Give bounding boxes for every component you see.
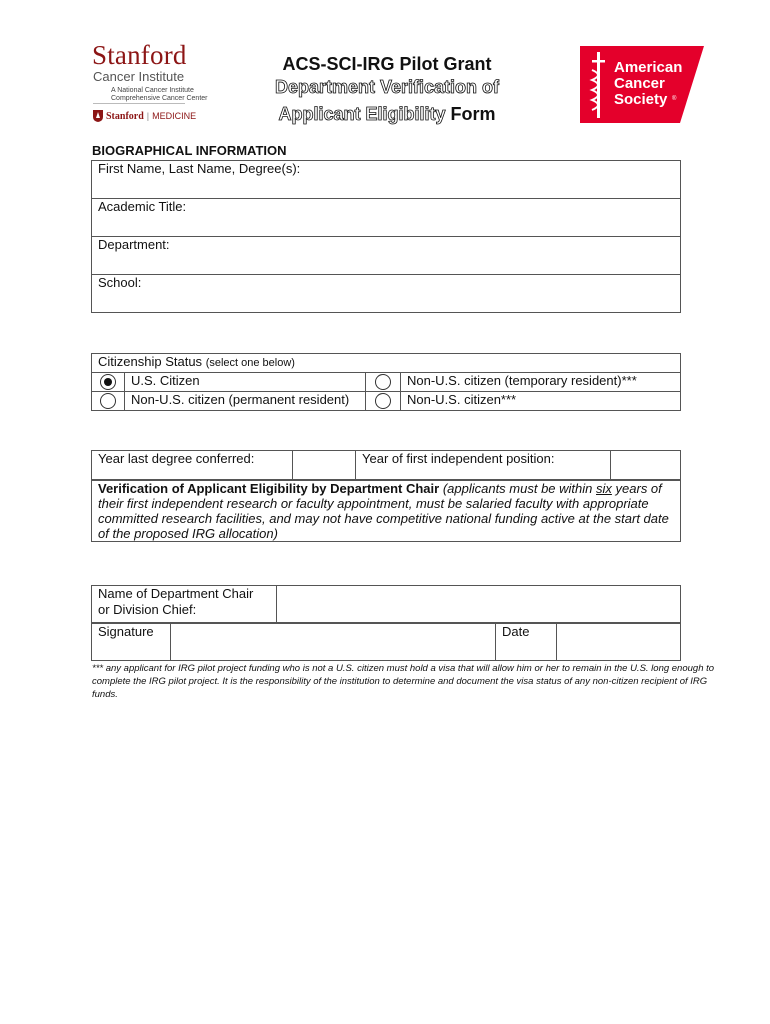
bio-name-label: First Name, Last Name, Degree(s):: [98, 161, 301, 176]
years-table: [91, 450, 681, 480]
position-year-label: Year of first independent position:: [362, 451, 555, 466]
acs-line-3: Society: [614, 91, 668, 108]
form-title-solid: Form: [450, 104, 496, 124]
verification-bold: Verification of Applicant Eligibility by Department Chair: [98, 481, 440, 496]
chair-name-label-2: or Division Chief:: [98, 602, 197, 617]
stanford-shield-icon: [93, 110, 103, 122]
bio-department-label: Department:: [98, 237, 170, 252]
stanford-medicine-right: MEDICINE: [152, 111, 197, 121]
bio-name-field[interactable]: [92, 161, 681, 199]
form-title-outline: Applicant Eligibility: [278, 104, 446, 124]
verification-text-b: years of their first independent research or faculty appointment, must be salaried faculty with appropriate committed research facilities, and may not have competitive national funding active at the start date of the proposed IRG allocation): [98, 481, 669, 541]
acs-line-1: American: [614, 59, 683, 76]
stanford-sub-1: A National Cancer Institute: [111, 87, 194, 94]
acs-line-2: Cancer: [614, 75, 665, 92]
position-year-input[interactable]: [611, 451, 681, 480]
radio-temporary-resident[interactable]: [375, 374, 391, 390]
citizenship-header: [92, 354, 681, 373]
date-label: Date: [502, 624, 530, 639]
verification-text-a: (applicants must be within: [442, 481, 593, 496]
option-temporary-label: Non-U.S. citizen (temporary resident)***: [407, 373, 637, 388]
chair-table: [91, 585, 681, 623]
stanford-medicine-logo: Stanford | MEDICINE: [93, 110, 196, 122]
option-non-citizen-label: Non-U.S. citizen***: [407, 392, 517, 407]
form-title-line-3: [230, 104, 544, 125]
form-title-line-2: Department Verification of: [274, 77, 500, 97]
verification-text: [92, 481, 681, 542]
radio-permanent-resident[interactable]: [100, 393, 116, 409]
chair-name-label-cell: [92, 586, 277, 623]
stanford-sub-2: Comprehensive Cancer Center: [111, 95, 208, 102]
bio-department-field[interactable]: [92, 237, 681, 275]
radio-non-citizen[interactable]: [375, 393, 391, 409]
bio-heading: BIOGRAPHICAL INFORMATION: [92, 143, 287, 158]
radio-us-citizen-cell: [92, 373, 125, 392]
chair-name-label-1: Name of Department Chair: [98, 586, 254, 601]
signature-input[interactable]: [171, 624, 496, 661]
stanford-institute: Cancer Institute: [93, 69, 185, 84]
signature-table: [91, 623, 681, 661]
radio-us-citizen[interactable]: [100, 374, 116, 390]
radio-permanent-cell: [92, 392, 125, 411]
option-permanent-label: Non-U.S. citizen (permanent resident): [131, 392, 350, 407]
radio-temporary-cell: [366, 373, 401, 392]
radio-non-citizen-cell: [366, 392, 401, 411]
signature-label-cell: [92, 624, 171, 661]
citizenship-hint: (select one below): [205, 357, 295, 369]
chair-name-input[interactable]: [277, 586, 681, 623]
degree-year-label: Year last degree conferred:: [98, 451, 255, 466]
stanford-medicine-left: Stanford: [106, 110, 144, 122]
option-non-citizen: [401, 392, 681, 411]
option-us-citizen: [125, 373, 366, 392]
option-permanent: [125, 392, 366, 411]
bio-title-label: Academic Title:: [98, 199, 187, 214]
signature-label: Signature: [98, 624, 154, 639]
option-temporary: [401, 373, 681, 392]
verification-underlined: six: [596, 481, 612, 496]
svg-text:®: ®: [672, 96, 677, 102]
citizenship-label: Citizenship Status: [98, 354, 203, 369]
option-us-citizen-label: U.S. Citizen: [131, 373, 200, 388]
stanford-wordmark: Stanford: [92, 40, 187, 70]
bio-school-field[interactable]: [92, 275, 681, 313]
form-title-line-1: ACS-SCI-IRG Pilot Grant: [282, 54, 492, 74]
citizenship-table: [91, 353, 681, 411]
bio-table: [91, 160, 681, 313]
degree-year-input[interactable]: [293, 451, 356, 480]
acs-logo: [580, 46, 704, 123]
date-input[interactable]: [557, 624, 681, 661]
bio-title-field[interactable]: [92, 199, 681, 237]
position-year-label-cell: [356, 451, 611, 480]
bio-school-label: School:: [98, 275, 142, 290]
verification-table: [91, 480, 681, 542]
date-label-cell: [496, 624, 557, 661]
degree-year-label-cell: [92, 451, 293, 480]
stanford-divider: [93, 103, 185, 104]
footnote: *** any applicant for IRG pilot project funding who is not a U.S. citizen must hold a visa that will allow him or her to remain in the U.S. long enough to complete the IRG pilot project. It is the responsibility of the institution to determine and document the visa status of any non-citizen recipient of IRG funds.: [92, 663, 715, 700]
